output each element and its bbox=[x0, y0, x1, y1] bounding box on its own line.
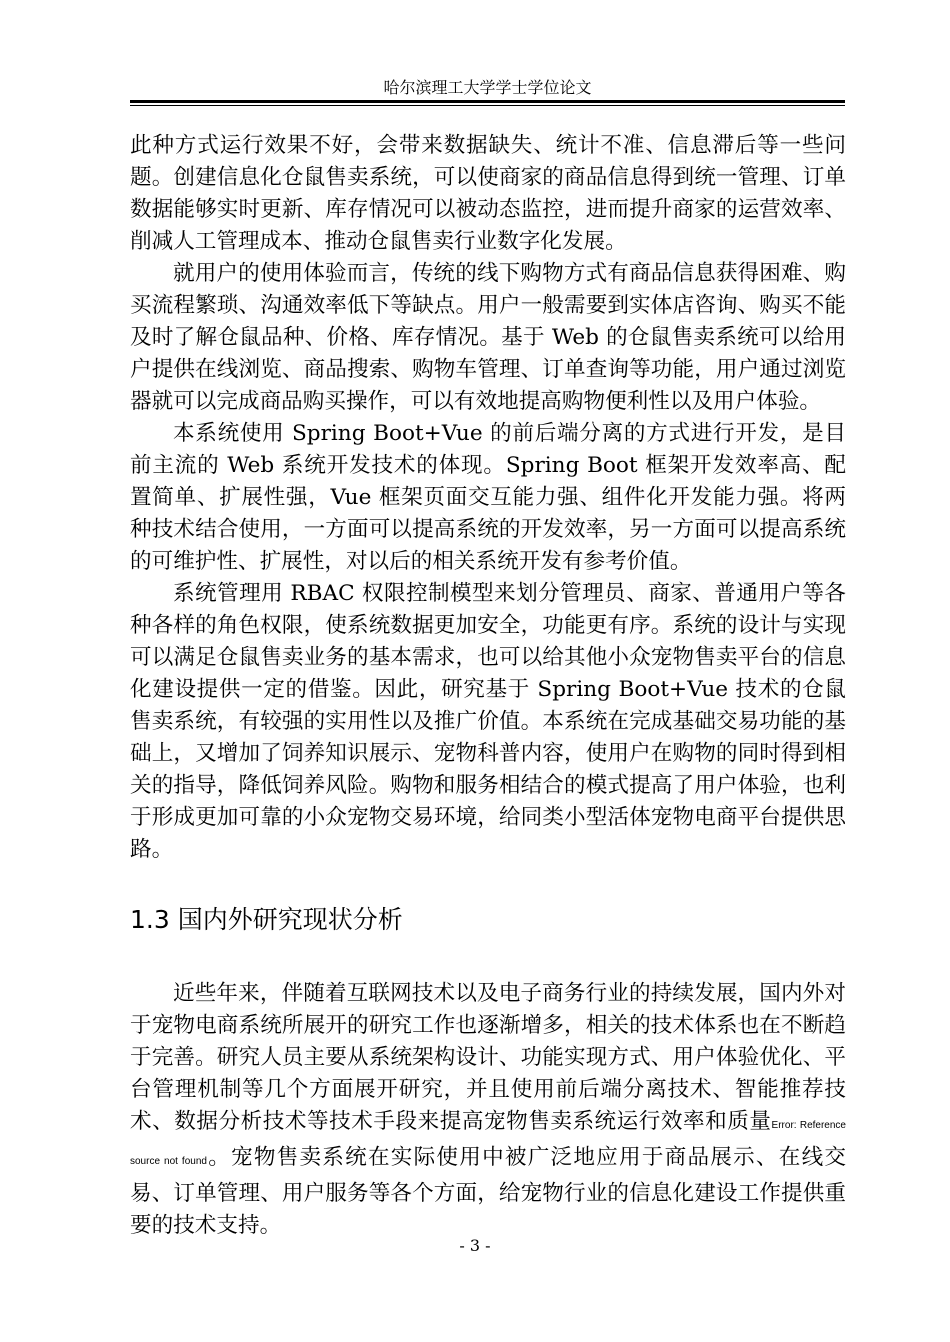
paragraph-4: 系统管理用 RBAC 权限控制模型来划分管理员、商家、普通用户等各种各样的角色权限，使系统数据更加安全，功能更有序。系统的设计与实现可以满足仓鼠售卖业务的基本需求，也可以给其他小众宠物售卖平台的信息化建设提供一定的借鉴。因此，研究基于 Spring Boot+Vue 技术的仓鼠售卖系统，有较强的实用性以及推广价值。本系统在完成基础交易功能的基础上，又增加了饲养知识展示、宠物科普内容，使用户在购物的同时得到相关的指导，降低饲养风险。购物和服务相结合的模式提高了用户体验，也利于形成更加可靠的小众宠物交易环境，给同类小型活体宠物电商平台提供思路。 bbox=[130, 581, 846, 862]
page-number: - 3 - bbox=[459, 1236, 491, 1255]
reference-error: Error: Reference source not found bbox=[130, 1120, 846, 1167]
section-heading: 1.3 国内外研究现状分析 bbox=[130, 905, 403, 934]
paragraph-5-text-a: 近些年来，伴随着互联网技术以及电子商务行业的持续发展，国内外对于宠物电商系统所展开的研究工作也逐渐增多，相关的技术体系也在不断趋于完善。研究人员主要从系统架构设计、功能实现方式、用户体验优化、平台管理机制等几个方面展开研究，并且使用前后端分离技术、智能推荐技术、数据分析技术等技术手段来提高宠物售卖系统运行效率和质量 bbox=[130, 981, 846, 1134]
running-header: 哈尔滨理工大学学士学位论文 bbox=[383, 78, 592, 97]
paragraph-1: 此种方式运行效果不好，会带来数据缺失、统计不准、信息滞后等一些问题。创建信息化仓鼠售卖系统，可以使商家的商品信息得到统一管理、订单数据能够实时更新、库存情况可以被动态监控，进而提升商家的运营效率、削减人工管理成本、推动仓鼠售卖行业数字化发展。 bbox=[130, 133, 846, 254]
header-rule-thin bbox=[130, 105, 845, 106]
header-rule-thick bbox=[130, 100, 845, 103]
paragraph-5-text-b: 。宠物售卖系统在实际使用中被广泛地应用于商品展示、在线交易、订单管理、用户服务等各个方面，给宠物行业的信息化建设工作提供重要的技术支持。 bbox=[130, 1145, 846, 1238]
heading-spacer bbox=[130, 940, 846, 978]
page-body bbox=[130, 130, 846, 1242]
paragraph-3: 本系统使用 Spring Boot+Vue 的前后端分离的方式进行开发，是目前主流的 Web 系统开发技术的体现。Spring Boot 框架开发效率高、配置简单、扩展性强，Vue 框架页面交互能力强、组件化开发能力强。将两种技术结合使用，一方面可以提高系统的开发效率，另一方面可以提高系统的可维护性、扩展性，对以后的相关系统开发有参考价值。 bbox=[130, 421, 846, 574]
paragraph-2: 就用户的使用体验而言，传统的线下购物方式有商品信息获得困难、购买流程繁琐、沟通效率低下等缺点。用户一般需要到实体店咨询、购买不能及时了解仓鼠品种、价格、库存情况。基于 Web 的仓鼠售卖系统可以给用户提供在线浏览、商品搜索、购物车管理、订单查询等功能，用户通过浏览器就可以完成商品购买操作，可以有效地提高购物便利性以及用户体验。 bbox=[130, 261, 846, 414]
paragraph-5 bbox=[130, 978, 846, 1242]
